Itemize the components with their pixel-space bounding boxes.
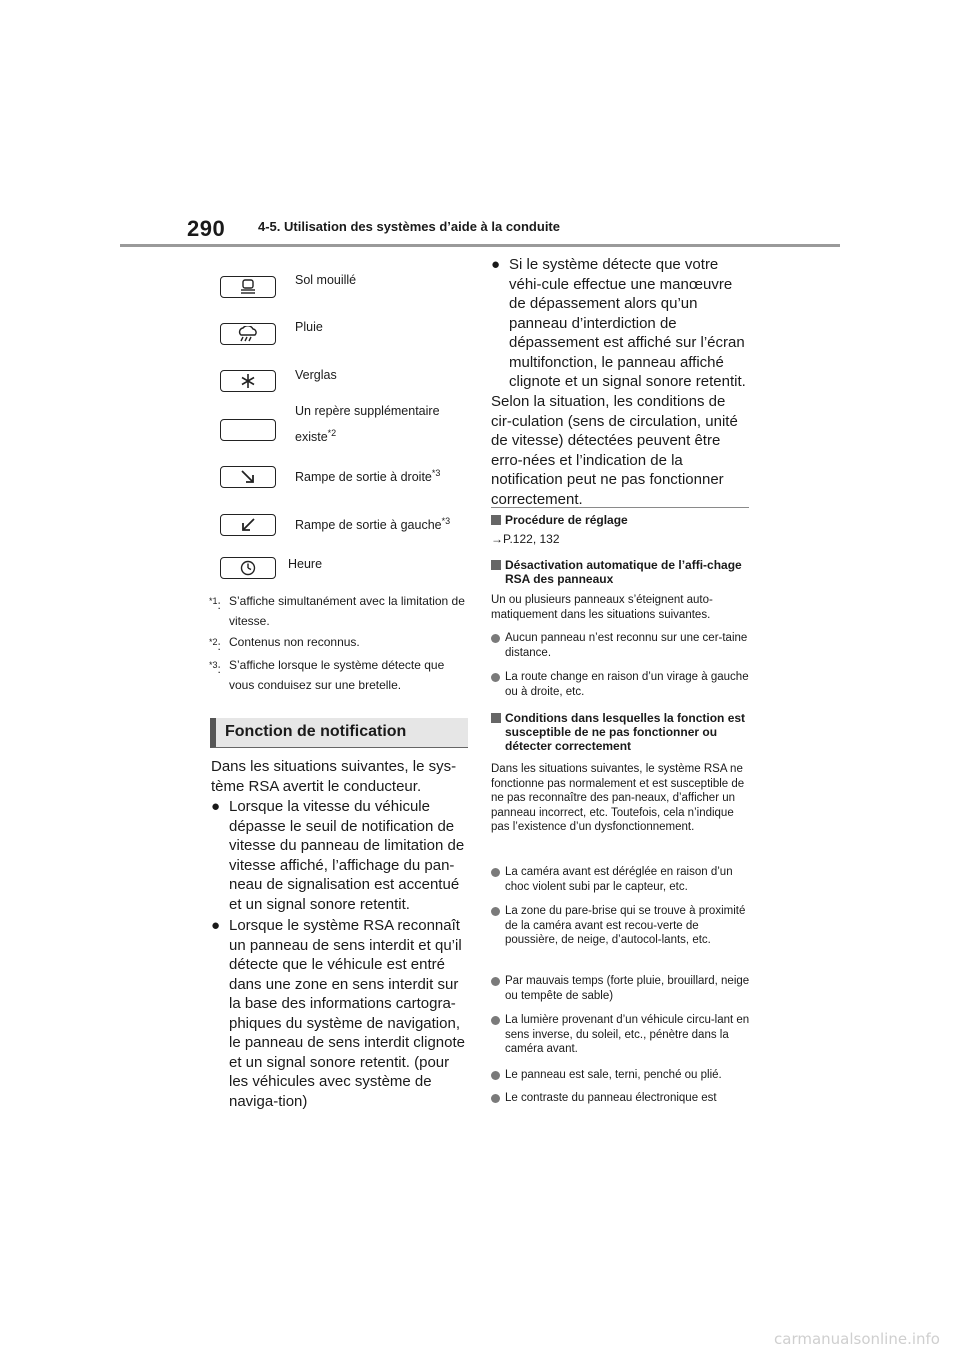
detection-conditions-text: Dans les situations suivantes, le système RSA ne fonctionne pas normalement et est susceptible de ne pas reconnaître des pan-neaux, d’afficher un panneau incorrect, etc. Toutefois, cela n’indique pas l’existence d’un dysfonctionnement. [491,763,745,833]
condition-bullet-2: La zone du pare-brise qui se trouve à proximité de la caméra avant est recou-verte de poussière, de neige, d’autocol-lants, etc. [491,904,751,948]
clock-icon [220,557,276,579]
chapter-title: 4-5. Utilisation des systèmes d’aide à la conduite [258,219,560,234]
icon-label-ice: Verglas [295,368,337,382]
icon-label-rain: Pluie [295,320,323,334]
page-number: 290 [187,216,226,241]
icon-label-exit-right: Rampe de sortie à droite$^{*3}$ [295,468,441,485]
overtaking-bullet: ● Si le système détecte que votre véhi-cule effectue une manœuvre de dépassement alors qu’un panneau d’interdiction de dépassement est affiché sur l’écran multifonction, le panneau affiché clignote et un signal sonore retentit. [491,256,746,390]
header-rule [120,244,840,247]
blank-sign-icon [220,419,276,441]
footnote-3: $^{*3}$: S’affiche lorsque le système détecte que vous conduisez sur une bretelle. [209,658,445,692]
arrow-down-left-icon [220,514,276,536]
condition-bullet-5: Le panneau est sale, terni, penché ou plié. [491,1068,751,1083]
subhead-auto-deactivation: Désactivation automatique de l’affi-chage RSA des panneaux [491,558,749,586]
snowflake-icon [220,370,276,392]
footnote-2: $^{*2}$: Contenus non reconnus. [209,635,360,653]
condition-bullet-1: La caméra avant est déréglée en raison d’un choc violent subi par le capteur, etc. [491,865,751,894]
deactivation-bullet-2: La route change en raison d’un virage à gauche ou à droite, etc. [491,670,751,699]
icon-label-exit-left: Rampe de sortie à gauche$^{*3}$ [295,516,451,533]
auto-deactivation-text: Un ou plusieurs panneaux s’éteignent auto-matiquement dans les situations suivantes. [491,594,713,621]
footnote-1: $^{*1}$: S’affiche simultanément avec la limitation de vitesse. [209,594,465,628]
icon-label-wet-road: Sol mouillé [295,273,357,287]
arrow-down-right-icon [220,466,276,488]
notification-bullet-2: ● Lorsque le système RSA reconnaît un panneau de sens interdit et qu’il détecte que le véhicule est entré dans une zone en sens interdit sur la base des informations cartogra-phiques du système de navigation, le panneau de sens interdit clignote et un signal sonore retentit. (pour les véhicules avec système de naviga-tion) [211,917,466,1110]
condition-bullet-6: Le contraste du panneau électronique est [491,1091,751,1106]
condition-bullet-3: Par mauvais temps (forte pluie, brouillard, neige ou tempête de sable) [491,974,751,1003]
notification-bullet-1: ● Lorsque la vitesse du véhicule dépasse le seuil de notification de vitesse du panneau de limitation de vitesse affiché, l’affichage du pan-neau de signalisation est accentué et un signal sonore retentit. [211,798,465,913]
subhead-settings-procedure: Procédure de réglage [491,513,749,527]
wet-road-icon [220,276,276,298]
icon-label-extra-sign: Un repère supplémentaire existe$^{*2}$ [295,404,440,445]
deactivation-bullet-1: Aucun panneau n’est reconnu sur une cer-taine distance. [491,631,751,660]
right-column-rule [491,507,749,508]
settings-page-reference[interactable]: →P.122, 132 [491,532,560,546]
section-heading: Fonction de notification [210,718,468,748]
icon-label-time: Heure [288,557,323,571]
rain-cloud-icon [220,323,276,345]
watermark: carmanualsonline.info [774,1330,940,1348]
subhead-detection-conditions: Conditions dans lesquelles la fonction est susceptible de ne pas fonctionner ou détecter correctement [491,711,749,753]
section-intro: Dans les situations suivantes, le sys-tème RSA avertit le conducteur. [211,758,457,795]
condition-bullet-4: La lumière provenant d’un véhicule circu-lant en sens inverse, du soleil, etc., pénètre dans la caméra avant. [491,1013,751,1057]
conditions-paragraph: Selon la situation, les conditions de cir-culation (sens de circulation, unité de vitesse) détectées peuvent être erro-nées et l’indication de la notification peut ne pas fonctionner correctement. [491,393,738,508]
